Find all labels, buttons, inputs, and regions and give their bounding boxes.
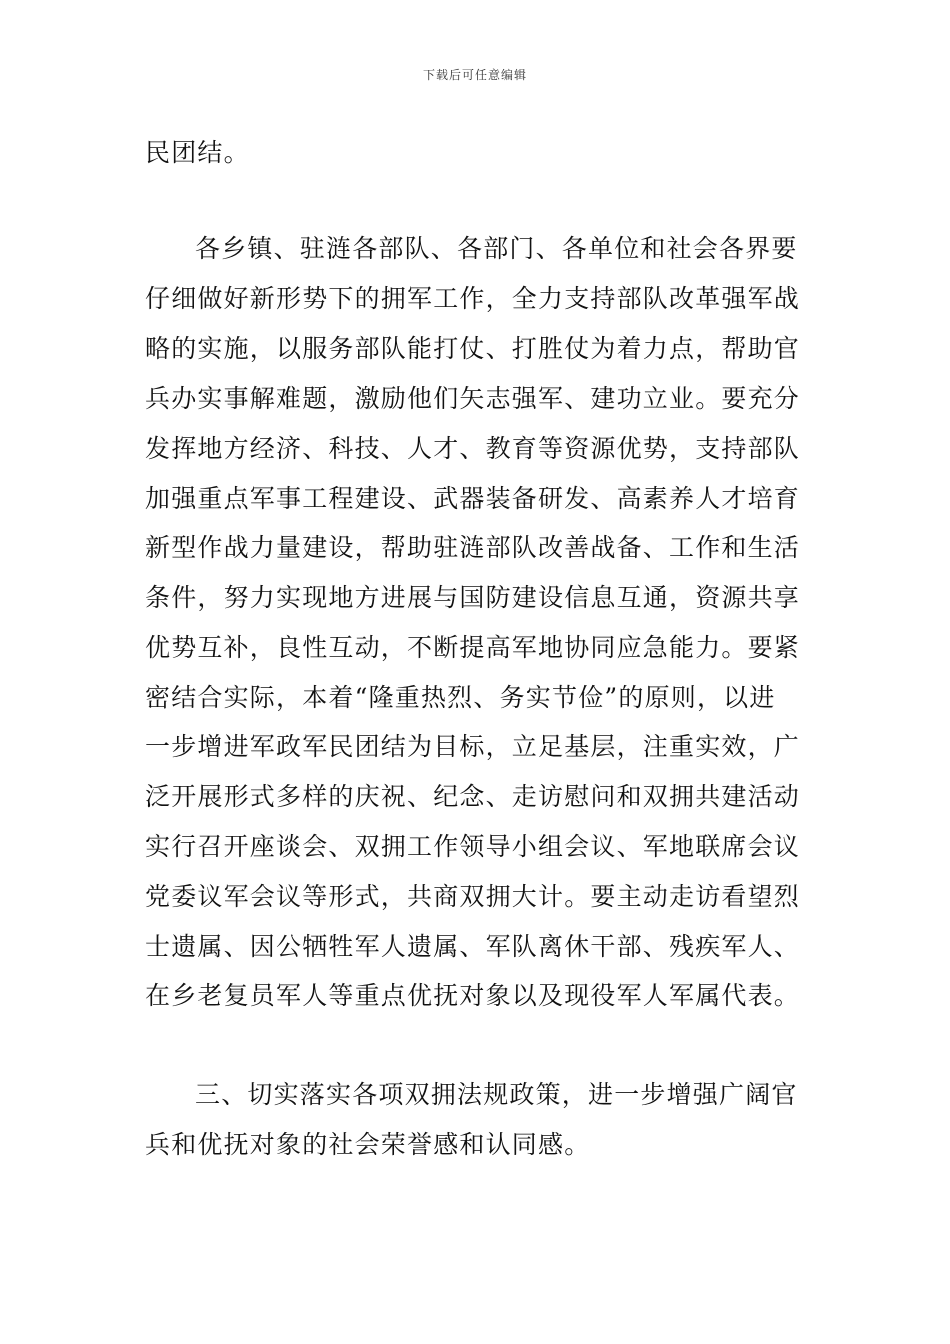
text-line: 发挥地方经济、科技、人才、教育等资源优势，支持部队 <box>145 434 801 463</box>
text-line: 士遗属、因公牺牲军人遗属、军队离休干部、残疾军人、 <box>145 932 801 961</box>
text-line: 兵和优抚对象的社会荣誉感和认同感。 <box>145 1130 591 1159</box>
text-line: 实行召开座谈会、双拥工作领导小组会议、军地联席会议 <box>145 832 801 861</box>
text-line: 各乡镇、驻涟各部队、各部门、各单位和社会各界要 <box>195 234 798 263</box>
text-line: 仔细做好新形势下的拥军工作，全力支持部队改革强军战 <box>145 284 801 313</box>
text-line: 党委议军会议等形式，共商双拥大计。要主动走访看望烈 <box>145 882 801 911</box>
text-line: 新型作战力量建设，帮助驻涟部队改善战备、工作和生活 <box>145 533 801 562</box>
text-line: 略的实施，以服务部队能打仗、打胜仗为着力点，帮助官 <box>145 334 801 363</box>
text-line: 兵办实事解难题，激励他们矢志强军、建功立业。要充分 <box>145 384 801 413</box>
text-line: 在乡老复员军人等重点优抚对象以及现役军人军属代表。 <box>145 981 801 1010</box>
text-line: 优势互补，良性互动，不断提高军地协同应急能力。要紧 <box>145 633 801 662</box>
text-line: 密结合实际，本着“隆重热烈、务实节俭”的原则，以进 <box>145 683 776 712</box>
text-line: 条件，努力实现地方进展与国防建设信息互通，资源共享 <box>145 583 801 612</box>
text-line: 民团结。 <box>145 138 250 167</box>
text-line: 一步增进军政军民团结为目标，立足基层，注重实效，广 <box>145 732 801 761</box>
text-line: 加强重点军事工程建设、武器装备研发、高素养人才培育 <box>145 484 801 513</box>
page-header: 下载后可任意编辑 <box>422 68 527 82</box>
text-line: 泛开展形式多样的庆祝、纪念、走访慰问和双拥共建活动 <box>145 782 801 811</box>
text-line: 三、切实落实各项双拥法规政策，进一步增强广阔官 <box>195 1080 798 1109</box>
